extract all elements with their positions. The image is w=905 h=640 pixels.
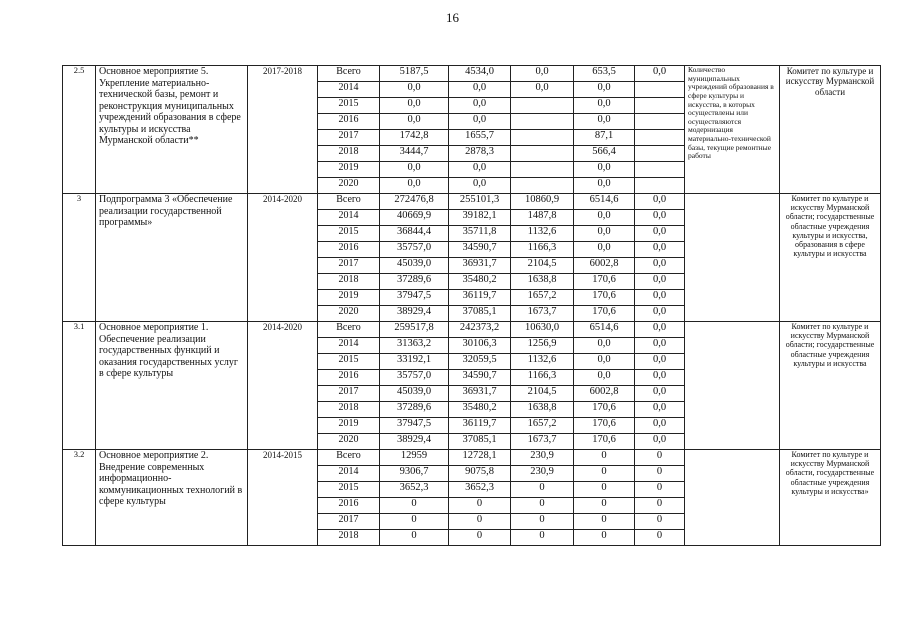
amount-cell: 34590,7 bbox=[449, 242, 511, 258]
amount-cell: 6514,6 bbox=[574, 322, 635, 338]
amount-cell: 35757,0 bbox=[380, 242, 449, 258]
amount-cell bbox=[511, 178, 574, 194]
amount-cell: 2878,3 bbox=[449, 146, 511, 162]
amount-cell: 12959 bbox=[380, 450, 449, 466]
amount-cell: 12728,1 bbox=[449, 450, 511, 466]
amount-cell: 0,0 bbox=[574, 338, 635, 354]
table-row bbox=[63, 66, 881, 82]
activity-name: Подпрограмма 3 «Обеспечение реализации государственной программы» bbox=[96, 194, 248, 322]
amount-cell: 0 bbox=[511, 514, 574, 530]
amount-cell: 1655,7 bbox=[449, 130, 511, 146]
amount-cell: 0,0 bbox=[635, 274, 685, 290]
amount-cell: 0 bbox=[635, 514, 685, 530]
year-cell: 2017 bbox=[318, 514, 380, 530]
amount-cell: 170,6 bbox=[574, 434, 635, 450]
amount-cell: 36119,7 bbox=[449, 290, 511, 306]
year-cell: 2016 bbox=[318, 498, 380, 514]
year-cell: Всего bbox=[318, 322, 380, 338]
amount-cell: 0,0 bbox=[574, 178, 635, 194]
table-row bbox=[63, 322, 881, 338]
amount-cell: 0,0 bbox=[635, 306, 685, 322]
year-cell: 2014 bbox=[318, 82, 380, 98]
amount-cell: 242373,2 bbox=[449, 322, 511, 338]
amount-cell: 0,0 bbox=[635, 418, 685, 434]
amount-cell: 0,0 bbox=[449, 178, 511, 194]
amount-cell: 0 bbox=[511, 498, 574, 514]
amount-cell bbox=[635, 162, 685, 178]
amount-cell bbox=[635, 98, 685, 114]
year-cell: 2020 bbox=[318, 178, 380, 194]
amount-cell: 6002,8 bbox=[574, 258, 635, 274]
amount-cell: 0,0 bbox=[635, 242, 685, 258]
amount-cell: 36931,7 bbox=[449, 258, 511, 274]
year-cell: 2019 bbox=[318, 418, 380, 434]
executor-cell: Комитет по культуре и искусству Мурманской области; государственные областные учреждения культуры и искусства, образования в сфере культуры и искусства bbox=[780, 194, 881, 322]
amount-cell: 0 bbox=[380, 514, 449, 530]
amount-cell: 39182,1 bbox=[449, 210, 511, 226]
amount-cell: 30106,3 bbox=[449, 338, 511, 354]
activity-number: 3.2 bbox=[63, 450, 96, 546]
amount-cell: 10630,0 bbox=[511, 322, 574, 338]
year-cell: Всего bbox=[318, 66, 380, 82]
table-row bbox=[63, 450, 881, 466]
amount-cell: 259517,8 bbox=[380, 322, 449, 338]
amount-cell: 1256,9 bbox=[511, 338, 574, 354]
year-cell: 2017 bbox=[318, 386, 380, 402]
amount-cell: 0,0 bbox=[635, 210, 685, 226]
amount-cell: 0,0 bbox=[574, 98, 635, 114]
amount-cell: 1132,6 bbox=[511, 226, 574, 242]
amount-cell: 0,0 bbox=[574, 162, 635, 178]
amount-cell: 0 bbox=[380, 498, 449, 514]
amount-cell: 0,0 bbox=[635, 434, 685, 450]
indicator-cell bbox=[685, 450, 780, 546]
amount-cell: 0,0 bbox=[635, 66, 685, 82]
year-cell: 2019 bbox=[318, 162, 380, 178]
activity-period: 2014-2020 bbox=[248, 322, 318, 450]
activity-number: 3 bbox=[63, 194, 96, 322]
amount-cell bbox=[511, 146, 574, 162]
amount-cell: 0,0 bbox=[449, 162, 511, 178]
year-cell: 2015 bbox=[318, 482, 380, 498]
amount-cell: 0 bbox=[635, 466, 685, 482]
amount-cell: 170,6 bbox=[574, 402, 635, 418]
amount-cell bbox=[635, 82, 685, 98]
indicator-cell: Количество муниципальных учреждений образования в сфере культуры и искусства, в которых осуществлены или осуществляются модернизация материально-технической базы, текущие ремонтные работы bbox=[685, 66, 780, 194]
amount-cell: 0,0 bbox=[635, 258, 685, 274]
amount-cell: 0,0 bbox=[635, 290, 685, 306]
amount-cell: 6002,8 bbox=[574, 386, 635, 402]
amount-cell: 1638,8 bbox=[511, 274, 574, 290]
year-cell: 2017 bbox=[318, 130, 380, 146]
year-cell: 2018 bbox=[318, 274, 380, 290]
amount-cell: 566,4 bbox=[574, 146, 635, 162]
amount-cell: 37085,1 bbox=[449, 434, 511, 450]
amount-cell: 36119,7 bbox=[449, 418, 511, 434]
amount-cell: 0,0 bbox=[511, 66, 574, 82]
amount-cell: 0,0 bbox=[449, 82, 511, 98]
amount-cell: 37289,6 bbox=[380, 402, 449, 418]
amount-cell: 0 bbox=[635, 450, 685, 466]
amount-cell: 0,0 bbox=[574, 114, 635, 130]
amount-cell: 0 bbox=[574, 514, 635, 530]
amount-cell: 170,6 bbox=[574, 306, 635, 322]
amount-cell bbox=[635, 146, 685, 162]
amount-cell: 1742,8 bbox=[380, 130, 449, 146]
amount-cell: 4534,0 bbox=[449, 66, 511, 82]
activity-number: 3.1 bbox=[63, 322, 96, 450]
year-cell: Всего bbox=[318, 450, 380, 466]
amount-cell: 31363,2 bbox=[380, 338, 449, 354]
amount-cell: 45039,0 bbox=[380, 386, 449, 402]
amount-cell bbox=[635, 178, 685, 194]
amount-cell: 0 bbox=[574, 450, 635, 466]
year-cell: 2017 bbox=[318, 258, 380, 274]
program-funding-table bbox=[62, 65, 881, 546]
amount-cell: 9306,7 bbox=[380, 466, 449, 482]
amount-cell: 0,0 bbox=[635, 370, 685, 386]
activity-number: 2.5 bbox=[63, 66, 96, 194]
amount-cell: 0,0 bbox=[380, 98, 449, 114]
amount-cell: 0 bbox=[511, 530, 574, 546]
amount-cell: 0 bbox=[380, 530, 449, 546]
activity-name: Основное мероприятие 5. Укрепление материально-технической базы, ремонт и реконструкция муниципальных учреждений образования в сфере культуры и искусства Мурманской области** bbox=[96, 66, 248, 194]
amount-cell: 1673,7 bbox=[511, 306, 574, 322]
amount-cell: 0,0 bbox=[635, 194, 685, 210]
amount-cell bbox=[511, 130, 574, 146]
amount-cell: 38929,4 bbox=[380, 434, 449, 450]
indicator-cell bbox=[685, 194, 780, 322]
page-number: 16 bbox=[446, 10, 459, 25]
amount-cell bbox=[511, 114, 574, 130]
amount-cell bbox=[635, 130, 685, 146]
amount-cell: 0 bbox=[449, 530, 511, 546]
amount-cell: 0,0 bbox=[635, 338, 685, 354]
activity-period: 2017-2018 bbox=[248, 66, 318, 194]
amount-cell: 0,0 bbox=[574, 226, 635, 242]
year-cell: 2016 bbox=[318, 370, 380, 386]
amount-cell: 170,6 bbox=[574, 274, 635, 290]
amount-cell: 35757,0 bbox=[380, 370, 449, 386]
amount-cell: 0,0 bbox=[511, 82, 574, 98]
year-cell: 2015 bbox=[318, 226, 380, 242]
amount-cell: 1487,8 bbox=[511, 210, 574, 226]
amount-cell: 32059,5 bbox=[449, 354, 511, 370]
amount-cell: 230,9 bbox=[511, 450, 574, 466]
amount-cell: 0,0 bbox=[449, 98, 511, 114]
executor-cell: Комитет по культуре и искусству Мурманской области bbox=[780, 66, 881, 194]
year-cell: Всего bbox=[318, 194, 380, 210]
amount-cell: 0 bbox=[449, 514, 511, 530]
amount-cell: 1673,7 bbox=[511, 434, 574, 450]
indicator-cell bbox=[685, 322, 780, 450]
amount-cell: 1166,3 bbox=[511, 370, 574, 386]
amount-cell: 0 bbox=[635, 498, 685, 514]
year-cell: 2014 bbox=[318, 466, 380, 482]
amount-cell: 0,0 bbox=[574, 82, 635, 98]
table-row bbox=[63, 194, 881, 210]
amount-cell: 1657,2 bbox=[511, 418, 574, 434]
year-cell: 2018 bbox=[318, 146, 380, 162]
amount-cell: 3652,3 bbox=[449, 482, 511, 498]
amount-cell: 35480,2 bbox=[449, 402, 511, 418]
year-cell: 2016 bbox=[318, 242, 380, 258]
amount-cell: 272476,8 bbox=[380, 194, 449, 210]
amount-cell: 1638,8 bbox=[511, 402, 574, 418]
amount-cell: 35711,8 bbox=[449, 226, 511, 242]
amount-cell: 6514,6 bbox=[574, 194, 635, 210]
year-cell: 2016 bbox=[318, 114, 380, 130]
amount-cell: 40669,9 bbox=[380, 210, 449, 226]
activity-name: Основное мероприятие 1. Обеспечение реализации государственных функций и оказания государственных услуг в сфере культуры bbox=[96, 322, 248, 450]
amount-cell: 255101,3 bbox=[449, 194, 511, 210]
activity-name: Основное мероприятие 2. Внедрение современных информационно-коммуникационных технологий в сфере культуры bbox=[96, 450, 248, 546]
year-cell: 2018 bbox=[318, 402, 380, 418]
year-cell: 2020 bbox=[318, 434, 380, 450]
amount-cell: 37085,1 bbox=[449, 306, 511, 322]
amount-cell: 170,6 bbox=[574, 418, 635, 434]
amount-cell bbox=[635, 114, 685, 130]
amount-cell: 0 bbox=[574, 498, 635, 514]
amount-cell: 3652,3 bbox=[380, 482, 449, 498]
amount-cell: 35480,2 bbox=[449, 274, 511, 290]
year-cell: 2015 bbox=[318, 98, 380, 114]
amount-cell: 0,0 bbox=[635, 322, 685, 338]
year-cell: 2014 bbox=[318, 210, 380, 226]
amount-cell: 37289,6 bbox=[380, 274, 449, 290]
amount-cell: 1657,2 bbox=[511, 290, 574, 306]
amount-cell: 1166,3 bbox=[511, 242, 574, 258]
amount-cell: 37947,5 bbox=[380, 418, 449, 434]
amount-cell: 0,0 bbox=[380, 82, 449, 98]
amount-cell: 87,1 bbox=[574, 130, 635, 146]
activity-period: 2014-2015 bbox=[248, 450, 318, 546]
amount-cell bbox=[511, 98, 574, 114]
amount-cell: 0,0 bbox=[574, 354, 635, 370]
amount-cell: 9075,8 bbox=[449, 466, 511, 482]
year-cell: 2014 bbox=[318, 338, 380, 354]
amount-cell: 2104,5 bbox=[511, 386, 574, 402]
amount-cell: 653,5 bbox=[574, 66, 635, 82]
amount-cell: 2104,5 bbox=[511, 258, 574, 274]
amount-cell: 45039,0 bbox=[380, 258, 449, 274]
amount-cell: 0,0 bbox=[635, 226, 685, 242]
executor-cell: Комитет по культуре и искусству Мурманской области; государственные областные учреждения культуры и искусства bbox=[780, 322, 881, 450]
activity-period: 2014-2020 bbox=[248, 194, 318, 322]
amount-cell: 1132,6 bbox=[511, 354, 574, 370]
executor-cell: Комитет по культуре и искусству Мурманской области, государственные областные учреждения культуры и искусства» bbox=[780, 450, 881, 546]
amount-cell: 0 bbox=[511, 482, 574, 498]
amount-cell: 230,9 bbox=[511, 466, 574, 482]
amount-cell: 0,0 bbox=[635, 386, 685, 402]
amount-cell: 38929,4 bbox=[380, 306, 449, 322]
amount-cell: 0,0 bbox=[635, 354, 685, 370]
year-cell: 2020 bbox=[318, 306, 380, 322]
amount-cell: 5187,5 bbox=[380, 66, 449, 82]
amount-cell: 0,0 bbox=[635, 402, 685, 418]
year-cell: 2018 bbox=[318, 530, 380, 546]
amount-cell bbox=[511, 162, 574, 178]
amount-cell: 0 bbox=[574, 466, 635, 482]
amount-cell: 0,0 bbox=[574, 210, 635, 226]
amount-cell: 0,0 bbox=[449, 114, 511, 130]
amount-cell: 10860,9 bbox=[511, 194, 574, 210]
amount-cell: 170,6 bbox=[574, 290, 635, 306]
year-cell: 2019 bbox=[318, 290, 380, 306]
amount-cell: 36931,7 bbox=[449, 386, 511, 402]
amount-cell: 36844,4 bbox=[380, 226, 449, 242]
year-cell: 2015 bbox=[318, 354, 380, 370]
amount-cell: 0 bbox=[635, 482, 685, 498]
amount-cell: 0 bbox=[574, 530, 635, 546]
amount-cell: 0,0 bbox=[380, 162, 449, 178]
amount-cell: 0,0 bbox=[574, 370, 635, 386]
amount-cell: 0,0 bbox=[380, 114, 449, 130]
amount-cell: 3444,7 bbox=[380, 146, 449, 162]
amount-cell: 33192,1 bbox=[380, 354, 449, 370]
amount-cell: 0 bbox=[635, 530, 685, 546]
amount-cell: 0,0 bbox=[380, 178, 449, 194]
amount-cell: 0,0 bbox=[574, 242, 635, 258]
amount-cell: 34590,7 bbox=[449, 370, 511, 386]
amount-cell: 0 bbox=[449, 498, 511, 514]
amount-cell: 0 bbox=[574, 482, 635, 498]
amount-cell: 37947,5 bbox=[380, 290, 449, 306]
